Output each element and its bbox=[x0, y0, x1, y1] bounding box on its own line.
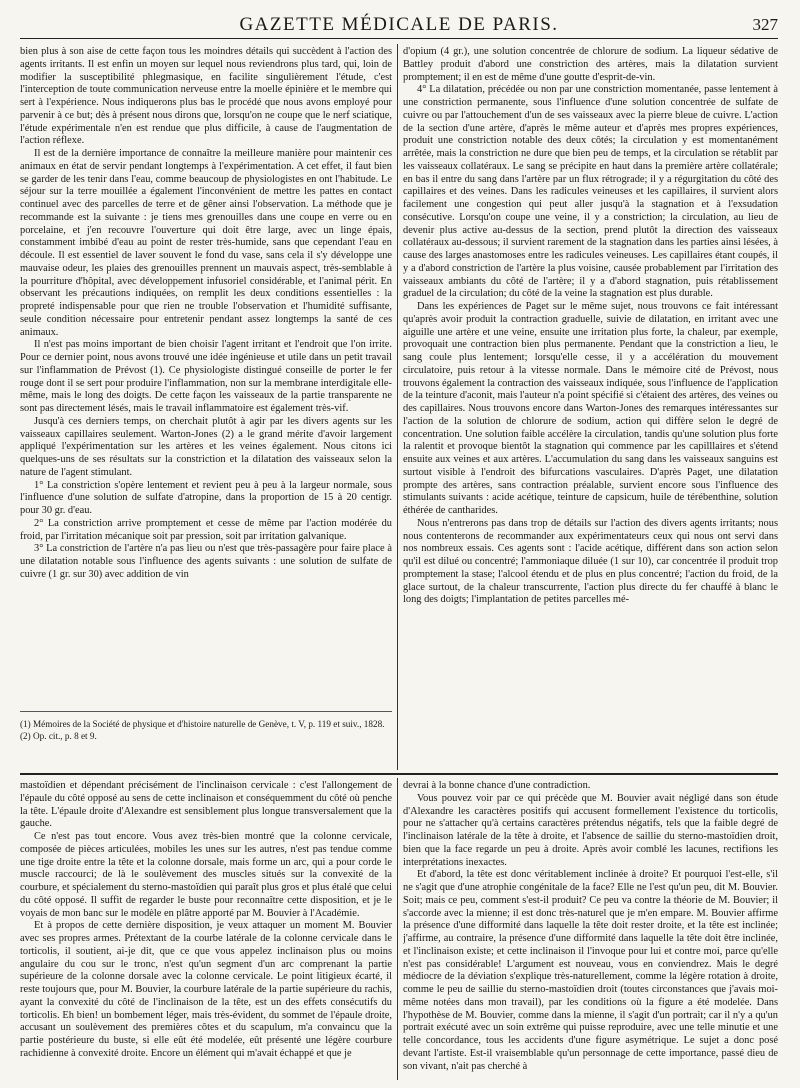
paragraph: Il n'est pas moins important de bien choisir l'agent irritant et l'endroit que l'on irrite. Pour ce dernier point, nous avons trouvé une idée ingénieuse et utile dans un petit travail sur l'inflammation de Prévost (1). Ce physiologiste distingué conseille de porter le fer rouge dont il se sert pour produire l'inflammation, non sur la membrane interdigitale elle-même, mais le long des doigts. De cette façon les vaisseaux de la partie transparente ne sont pas directement lésés, mais le travail inflammatoire est également très-vif. bbox=[20, 339, 392, 414]
paragraph: devrai à la bonne chance d'une contradiction. bbox=[403, 780, 591, 791]
page-header bbox=[20, 12, 778, 39]
paragraph: Dans les expériences de Paget sur le même sujet, nous trouvons ce fait intéressant qu'après avoir produit la contraction graduelle, suivie de dilatation, en irritant avec une aiguille une artère et une veine, ensuite une irritation plus forte, la chaleur, par exemple, provoquait une contraction bien plus permanente. Pendant que la constriction a lieu, le sang coule plus lentement; lorsqu'elle cesse, il y a accélération du mouvement circulatoire, puis retour à la vitesse normale. Dans le mémoire cité de Prévost, nous trouvons également la contraction des vaisseaux indiquée, sous l'influence de l'application de la teinture d'aconit, mais l'auteur n'a point spécifié si c'étaient des artères, des veines ou des capillaires. Nous trouvons encore dans Warton-Jones des remarques intéressantes sur l'action de la solution de chlorure de sodium, action qui diffère selon le degré de concentration. Une solution faible accélère la circulation, tandis qu'une solution plus forte la ralentit et provoque bientôt la stagnation qui commence par les capilllaires et s'étend ensuite aux veines et aux artères. L'accumulation du sang dans les vaisseaux sanguins est surtout visible à l'endroit des bifurcations vasculaires. D'après Paget, une dilatation prompte des artères, sans contraction préalable, survient encore sous l'influence des stimulants suivants : acide acétique, teinture de capsicum, huile de térébenthine, solution éthérée de cantharides. bbox=[403, 301, 778, 516]
section-separator bbox=[20, 773, 778, 775]
paragraph: Il est de la dernière importance de connaître la meilleure manière pour maintenir ces animaux en état de servir pendant longtemps à l'expérimentation. A cet effet, il faut bien se garder de les tenir dans l'eau, comme beaucoup de physiologistes en ont l'habitude. Le séjour sur la terre mouillée a également l'inconvénient de mettre les pattes en contact continuel avec des parcelles de terre et de gêner ainsi l'observation. La méthode que je recommande est la suivante : je tiens mes grenouilles dans une coupe en verre ou en porcelaine, et j'en recouvre l'ouverture qui doit être large, avec un linge épais, constamment imbibé d'eau au point de rester très-humide, sans que cependant l'eau en découle. Il est essentiel de laver souvent le fond du vase, sans cela il s'y développe une mauvaise odeur, les plaies des grenouilles prennent un mauvais aspect, très-semblable à la pourriture d'hôpital, avec développement infusoriel considérable, et l'animal périt. En observant les précautions indiquées, on remplit les deux conditions essentielles : la propreté indispensable pour que rien ne trouble l'observation et l'humidité suffisante, seule condition nécessaire pour entretenir pendant assez longtemps la santé de ces animaux. bbox=[20, 148, 392, 338]
publication-title: GAZETTE MÉDICALE DE PARIS. bbox=[239, 14, 559, 35]
footnote: (2) Op. cit., p. 8 et 9. bbox=[20, 731, 97, 741]
paragraph: Et d'abord, la tête est donc véritablement inclinée à droite? Et pourquoi l'est-elle, s'il ne s'agit que d'une atrophie congénitale de la face? Elle ne l'est qu'un peu, dit M. Bouvier. Soit; mais ce peu, comment s'est-il produit? Ce peu va contre la théorie de M. Bouvier; il s'accorde avec la mienne; il est donc très-naturel que je m'en empare. M. Bouvier affirme la présence d'une difformité dans laquelle la tête doit rester droite, et la tête est inclinée; j'affirme, au contraire, la présence d'une difformité dans laquelle la tête doit être inclinée, et l'inclinaison existe; et cette inclinaison il l'invoque pour lui et contre moi, parce qu'elle n'est pas considérable! L'argument est nouveau, vous en conviendrez. Mais le degré médiocre de la déviation s'explique très-naturellement, comme la légère rotation à droite, comme le peu de saillie du sterno-mastoïdien droit (toutes circonstances que j'avais moi-même notées dans mon travail), par les conditions où la figure a été modelée. Dans l'hypothèse de M. Bouvier, comme dans la mienne, il s'agit d'un portrait; car il n'y a qu'un portrait exécuté avec un soin extrême qui puisse reproduire, avec une telle minutie et une telle concordance, tous les accidents d'une figure asymétrique. Le sujet a donc posé devant l'artiste. Est-il vraisemblable qu'un personnage de cette importance, passé dieu de son vivant, n'ait pas cherché à bbox=[403, 869, 778, 1072]
paragraph: Et à propos de cette dernière disposition, je veux attaquer un moment M. Bouvier avec ses propres armes. Prétextant de la courbe latérale de la colonne cervicale dans le torticolis, il soutient, ai-je dit, que ce que vous appelez inclinaison plus ou moins angulaire du cou sur le tronc, n'est qu'un segment d'un arc comprenant la partie supérieure de la colonne dorsale avec la colonne cervicale. Le point litigieux écarté, il reste toujours que, pour M. Bouvier, la courbure latérale de la partie supérieure du rachis, ayant la convexité du côté de l'inclinaison de la tête, est un des effets consécutifs du torticolis. Eh bien! un bombement léger, mais très-évident, du sommet de l'épaule droite, accusant un soulèvement des premières côtes et du scapulum, m'a convaincu que la partie postérieure du buste, si elle eût été modelée, eût présenté une légère courbure rachidienne à convexité droite. Encore un élément qui m'avait échappé et que je bbox=[20, 920, 392, 1059]
paragraph: Vous pouvez voir par ce qui précède que M. Bouvier avait négligé dans son étude d'Alexandre les caractères positifs qui accusent formellement l'existence du torticolis, pour ne s'attacher qu'à certains caractères prétendus négatifs, tels que la faible degré de l'inclinaison latérale de la tête à droite, et l'absence de saillie du sterno-mastoïdien droit, bien que la face regarde un peu à droite. Après avoir comblé les lacunes, rectifions les interprétations inexactes. bbox=[403, 792, 778, 868]
paragraph: d'opium (4 gr.), une solution concentrée de chlorure de sodium. La liqueur sédative de Battley produit d'abord une constriction des artères, mais la dilatation survient promptement; il en est de même d'une goutte d'esprit-de-vin. bbox=[403, 46, 778, 83]
footnote-separator bbox=[20, 711, 392, 712]
footnote: (1) Mémoires de la Société de physique et d'histoire naturelle de Genève, t. V, p. 119 et suiv., 1828. bbox=[20, 719, 385, 729]
lower-left-column bbox=[20, 780, 392, 1080]
paragraph: 2° La constriction arrive promptement et cesse de même par l'action modérée du froid, par l'irritation mécanique soit par pression, soit par irritation galvanique. bbox=[20, 517, 392, 542]
upper-right-column bbox=[403, 46, 778, 770]
paragraph: mastoïdien et dépendant précisément de l'inclinaison cervicale : c'est l'allongement de l'épaule du côté opposé au sens de cette inclinaison et conséquemment du côté où penche la tête. L'épaule droite d'Alexandre est sensiblement plus longue transversalement que la gauche. bbox=[20, 780, 392, 830]
column-divider bbox=[397, 778, 398, 1080]
upper-left-column bbox=[20, 46, 392, 706]
paragraph: Nous n'entrerons pas dans trop de détails sur l'action des divers agents irritants; nous nous contenterons de recommander aux expérimentateurs ceux qui nous ont servi dans nos nombreux essais. Ces agents sont : l'acide acétique, différent dans son action selon qu'il est dilué ou concentré; l'ammoniaque diluée (1 sur 10), car concentrée il produit trop promptement la stase; l'alcool étendu et de plus en plus concentré; l'action du froid, de la glace surtout, de la chaleur transcurrente, l'action plus directe du fer chauffé à blanc le long des doigts; l'implantation de petites parcelles mé- bbox=[403, 517, 778, 606]
footnotes bbox=[20, 718, 392, 742]
paragraph: Ce n'est pas tout encore. Vous avez très-bien montré que la colonne cervicale, composée de pièces articulées, mobiles les unes sur les autres, n'est pas tendue comme une tige droite entre la tête et la colonne dorsale, mais forme un arc, qui a pour corde le muscle raccourci; de là le soulèvement des muscles situés sur la convexité de la courbure, et spécialement du sterno-mastoïdien qui paraît plus gros et plus étalé que celui du côté opposé. Il suffit de regarder le buste pour reconnaître cette disposition, et je le voyais de mon banc sur le modèle en plâtre apporté par M. Bouvier à l'Académie. bbox=[20, 831, 392, 919]
paragraph: 4° La dilatation, précédée ou non par une constriction momentanée, passe lentement à une constriction permanente, sous l'influence d'une solution concentrée de sulfate de cuivre ou par l'attouchement d'un de ses vaisseaux avec la pierre bleue de cuivre. L'action de la section d'une artère, d'après le même auteur et d'après mes propres expériences, produit une constriction notable des deux côtés; la circulation y est momentanément arrêtée, mais la constriction ne dure que bien peu de temps, et la circulation se rétablit par les vaisseaux collatéraux. Le sang se précipite en haut dans la première artère collatérale; en bas il entre du sang dans l'artère par un flux rétrograde; il y a régurgitation du côté des capillaires et des veines. Dans les radicules veineuses et les capillaires, il survient alors facilement une congestion qui peut aller jusqu'à la stagnation et à l'exsudation consécutive. Lorsqu'on coupe une veine, il y a constriction; la circulation, au lieu de devenir plus active au-dessus de la section, prend plutôt la direction des vaisseaux collatéraux au-dessous; il survient rarement de la stagnation dans les parties ainsi lésées, à cause des larges anastomoses entre les radicules veineuses. Les capillaires étant coupés, il y a d'abord constriction de l'artère la plus voisine, causée probablement par l'irritation des vaisseaux ambiants du côté de l'artère; il y a d'abord stagnation, puis rétablissement graduel de la circulation; du côté de la veine la stagnation est plus durable. bbox=[403, 84, 778, 300]
column-divider bbox=[397, 44, 398, 770]
lower-right-column bbox=[403, 780, 778, 1080]
paragraph: 3° La constriction de l'artère n'a pas lieu ou n'est que très-passagère pour faire place à une dilatation notable sous l'influence des agents suivants : une solution de sulfate de cuivre (1 gr. sur 30) avec addition de vin bbox=[20, 543, 392, 580]
paragraph: Jusqu'à ces derniers temps, on cherchait plutôt à agir par les divers agents sur les vaisseaux capillaires seulement. Warton-Jones (2) a le grand mérite d'avoir largement appliqué l'expérimentation sur les artères et les veines également. Nous citons ici quelques-uns de ses résultats sur la constriction et la dilatation des vaisseaux selon la nature de l'agent stimulant. bbox=[20, 415, 392, 478]
page-number: 327 bbox=[752, 15, 778, 34]
paragraph: bien plus à son aise de cette façon tous les moindres détails qui succèdent à l'action des agents irritants. Il est enfin un moyen sur lequel nous reviendrons plus tard, qui, loin de modifier la susceptibilité phlegmasique, en facilite singulièrement l'étude, c'est l'interception de toute communication nerveuse entre la moelle épinière et le membre qui sert à l'expérience. Nous indiquerons plus bas le procédé que nous avons employé pour parvenir à ce but; dès à présent nous dirons que, lorsqu'on ne coupe que le nerf sciatique, l'étude expérimentale n'en est rendue que plus difficile, à cause de l'augmentation de l'action réflexe. bbox=[20, 46, 392, 147]
paragraph: 1° La constriction s'opère lentement et revient peu à peu à la largeur normale, sous l'influence d'une solution de sulfate d'atropine, dans la proportion de 15 à 20 centigr. pour 30 gr. d'eau. bbox=[20, 479, 392, 516]
